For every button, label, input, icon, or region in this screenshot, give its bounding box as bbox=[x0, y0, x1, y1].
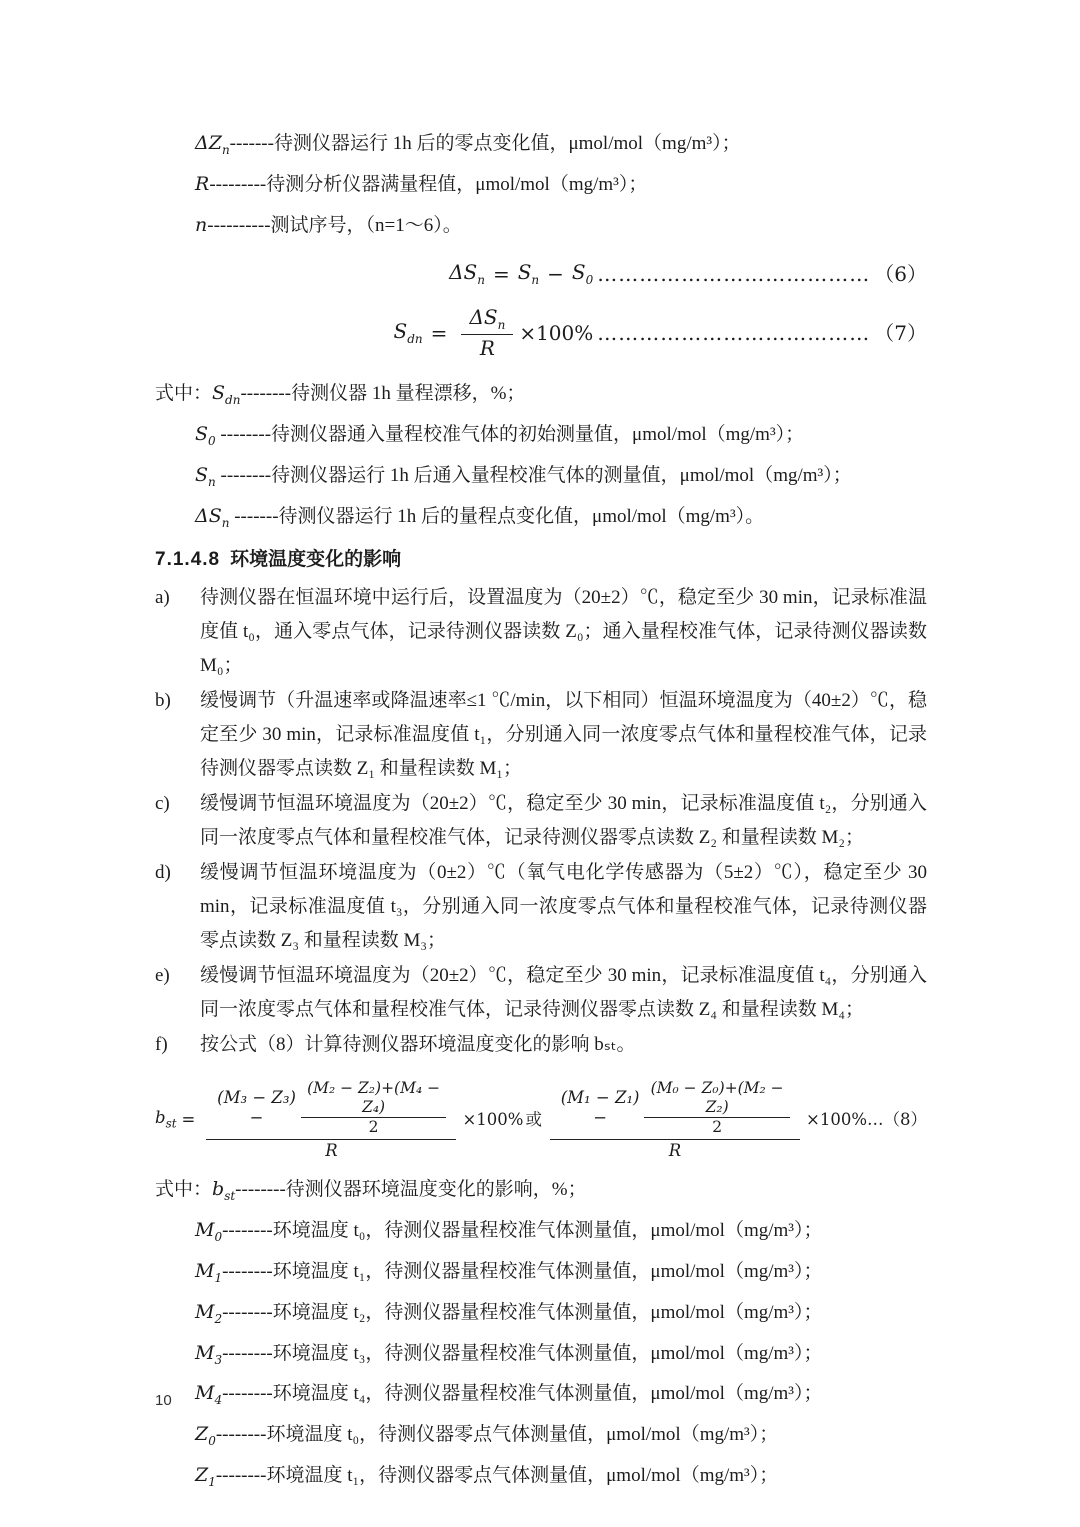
list-item-text: 缓慢调节恒温环境温度为（20±2）℃，稳定至少 30 min，记录标准温度值 t₂，分别通入同一浓度零点气体和量程校准气体，记录待测仪器零点读数 Z₂ 和量程读数 M₂； bbox=[200, 792, 927, 848]
section-heading bbox=[155, 543, 927, 577]
symbol-subscript: 0 bbox=[208, 433, 216, 448]
symbol bbox=[195, 1341, 223, 1367]
numerator-expression: (M₃ − Z₃) − bbox=[217, 1087, 296, 1128]
symbol bbox=[195, 214, 207, 236]
math-term bbox=[394, 319, 423, 347]
list-item-text: 缓慢调节恒温环境温度为（0±2）℃（氧气电化学传感器为（5±2）℃），稳定至少 30 min，记录标准温度值 t₃，分别通入同一浓度零点气体和量程校准气体，记录待测仪器零点读数 Z₃ 和量程读数 M₃； bbox=[200, 861, 927, 951]
list-letter: c) bbox=[155, 792, 170, 814]
symbol-name: Z bbox=[195, 1423, 209, 1446]
inner-numerator: (M₂ − Z₂)+(M₄ − Z₄) bbox=[307, 1078, 441, 1116]
symbol bbox=[195, 1463, 216, 1489]
variable: R bbox=[325, 1140, 338, 1160]
definition-text: --------待测仪器 1h 量程漂移，%； bbox=[240, 383, 526, 405]
variable: R bbox=[479, 336, 495, 361]
definition-line bbox=[155, 1254, 927, 1295]
fraction-left bbox=[206, 1078, 456, 1163]
symbol-subscript: st bbox=[224, 1189, 236, 1204]
symbol-subscript: 4 bbox=[214, 1393, 223, 1408]
equals-operator: = bbox=[492, 261, 510, 286]
page-number: 10 bbox=[155, 1392, 172, 1409]
page-content bbox=[155, 126, 927, 1499]
symbol-subscript: 3 bbox=[214, 1352, 223, 1367]
section-number: 7.1.4.8 bbox=[155, 548, 221, 570]
symbol-subscript: 2 bbox=[214, 1311, 223, 1326]
math-term bbox=[155, 1108, 177, 1131]
definition-text: -------待测仪器运行 1h 后的量程点变化值，μmol/mol（mg/m³）。 bbox=[229, 505, 765, 527]
symbol-name: S bbox=[212, 382, 226, 405]
symbol bbox=[195, 173, 209, 195]
symbol-name: M bbox=[195, 1219, 215, 1242]
equation-7 bbox=[155, 304, 927, 362]
variable: R bbox=[668, 1140, 682, 1160]
symbol-subscript: 0 bbox=[208, 1433, 216, 1448]
definition-line bbox=[155, 1295, 927, 1336]
definition-line bbox=[155, 376, 927, 417]
symbol-subscript: 0 bbox=[214, 1229, 223, 1244]
list-letter: b) bbox=[155, 689, 171, 711]
variable-subscript: st bbox=[165, 1116, 177, 1131]
definition-list-mid bbox=[155, 376, 927, 539]
list-letter: d) bbox=[155, 861, 171, 883]
definition-line bbox=[155, 1417, 927, 1458]
definition-text: --------待测仪器环境温度变化的影响，%； bbox=[235, 1179, 587, 1201]
definition-text: ----------测试序号，（n=1～6）。 bbox=[207, 214, 462, 236]
symbol-subscript: n bbox=[221, 515, 230, 530]
symbol-subscript: n bbox=[221, 142, 230, 157]
inner-fraction bbox=[301, 1079, 447, 1138]
fraction-denominator bbox=[550, 1139, 800, 1163]
variable: S bbox=[517, 260, 532, 285]
symbol-name: M bbox=[195, 1300, 215, 1323]
symbol-name: M bbox=[195, 1341, 215, 1364]
list-item-text: 待测仪器在恒温环境中运行后，设置温度为（20±2）℃，稳定至少 30 min，记录标准温度值 t₀，通入零点气体，记录待测仪器读数 Z₀；通入量程校准气体，记录待测仪器读数 M₀； bbox=[200, 586, 927, 676]
definition-text: -------待测仪器运行 1h 后的零点变化值，μmol/mol（mg/m³）； bbox=[229, 133, 741, 154]
list-item-d bbox=[155, 856, 927, 958]
definition-line bbox=[155, 208, 927, 249]
fraction-numerator bbox=[206, 1078, 456, 1139]
fraction-numerator bbox=[461, 304, 513, 334]
section-title: 环境温度变化的影响 bbox=[230, 548, 402, 570]
symbol bbox=[212, 1178, 236, 1204]
list-item-text: 缓慢调节（升温速率或降温速率≤1 ℃/min，以下相同）恒温环境温度为（40±2）℃，稳定至少 30 min，记录标准温度值 t₁，分别通入同一浓度零点气体和量程校准气体，记录待测仪器零点读数 Z₁ 和量程读数 M₁； bbox=[200, 689, 927, 779]
symbol-name: R bbox=[195, 172, 210, 195]
math-term bbox=[572, 260, 593, 288]
definition-line bbox=[155, 1213, 927, 1254]
list-item-text: 按公式（8）计算待测仪器环境温度变化的影响 bₛₜ。 bbox=[200, 1033, 636, 1055]
variable: b bbox=[155, 1108, 166, 1128]
variable-subscript: n bbox=[497, 318, 506, 333]
symbol-subscript: 1 bbox=[208, 1474, 216, 1489]
equation-8 bbox=[155, 1078, 927, 1163]
equals-operator: = bbox=[430, 320, 448, 345]
equation-number: （7） bbox=[874, 320, 927, 345]
list-item-a bbox=[155, 581, 927, 683]
definition-line bbox=[155, 126, 927, 167]
definition-line bbox=[155, 1172, 927, 1213]
variable: S bbox=[571, 260, 586, 285]
definition-text: --------环境温度 t₂，待测仪器量程校准气体测量值，μmol/mol（mg/m³）； bbox=[222, 1301, 823, 1323]
fraction bbox=[461, 304, 513, 362]
times-100-percent: ×100% bbox=[462, 1109, 524, 1129]
fraction-right bbox=[550, 1078, 800, 1163]
variable: ΔS bbox=[469, 305, 498, 330]
symbol-name: n bbox=[195, 213, 208, 236]
variable-subscript: 0 bbox=[585, 273, 594, 288]
definition-line bbox=[155, 1458, 927, 1499]
symbol bbox=[195, 1423, 216, 1448]
symbol-name: S bbox=[195, 423, 209, 446]
definition-text: --------环境温度 t₄，待测仪器量程校准气体测量值，μmol/mol（mg/m³）； bbox=[222, 1383, 823, 1405]
variable-subscript: n bbox=[531, 273, 540, 288]
equals-operator: = bbox=[181, 1109, 196, 1129]
minus-operator: − bbox=[547, 261, 564, 286]
symbol-name: b bbox=[212, 1178, 225, 1201]
equation-6 bbox=[155, 260, 927, 288]
symbol-name: Z bbox=[195, 1463, 209, 1486]
fraction-denominator bbox=[206, 1139, 456, 1163]
symbol-subscript: n bbox=[208, 474, 216, 489]
definition-text: --------环境温度 t₁，待测仪器零点气体测量值，μmol/mol（mg/m³）； bbox=[215, 1464, 779, 1486]
times-100-percent: ×100% bbox=[806, 1109, 867, 1129]
definition-text: --------待测仪器运行 1h 后通入量程校准气体的测量值，μmol/mol（mg/m³）； bbox=[215, 464, 852, 486]
list-item-e bbox=[155, 959, 927, 1027]
definition-text: --------待测仪器通入量程校准气体的初始测量值，μmol/mol（mg/m³）； bbox=[215, 424, 805, 446]
list-item-f bbox=[155, 1028, 927, 1062]
symbol bbox=[195, 463, 216, 489]
list-letter: e) bbox=[155, 964, 170, 986]
variable: S bbox=[393, 319, 408, 344]
definition-text: --------环境温度 t₀，待测仪器量程校准气体测量值，μmol/mol（mg/m³）； bbox=[222, 1220, 823, 1242]
definition-line bbox=[155, 458, 927, 499]
definition-line bbox=[155, 417, 927, 458]
list-letter: f) bbox=[155, 1033, 168, 1055]
symbol bbox=[195, 132, 230, 157]
definition-list-top bbox=[155, 126, 927, 248]
or-word: 或 bbox=[525, 1109, 542, 1129]
symbol-name: ΔS bbox=[195, 504, 222, 527]
definition-line bbox=[155, 1336, 927, 1377]
times-100-percent: ×100% bbox=[519, 320, 594, 345]
variable: ΔS bbox=[449, 260, 478, 285]
variable-subscript: n bbox=[477, 273, 485, 288]
symbol-name: M bbox=[195, 1382, 215, 1405]
symbol-name: ΔZ bbox=[195, 132, 222, 154]
fraction-numerator bbox=[550, 1078, 800, 1139]
definition-line bbox=[155, 167, 927, 208]
list-item-text: 缓慢调节恒温环境温度为（20±2）℃，稳定至少 30 min，记录标准温度值 t₄，分别通入同一浓度零点气体和量程校准气体，记录待测仪器零点读数 Z₄ 和量程读数 M₄； bbox=[200, 964, 927, 1020]
numerator-expression: (M₁ − Z₁) − bbox=[560, 1087, 640, 1128]
math-term bbox=[518, 260, 539, 288]
symbol-name: M bbox=[195, 1259, 215, 1282]
equation-number: …（8） bbox=[867, 1109, 927, 1129]
list-item-b bbox=[155, 684, 927, 786]
inner-fraction bbox=[644, 1079, 790, 1138]
symbol bbox=[195, 1300, 223, 1326]
inner-denominator: 2 bbox=[301, 1117, 447, 1137]
symbol bbox=[195, 1382, 223, 1408]
symbol-name: S bbox=[195, 463, 209, 486]
symbol bbox=[195, 504, 230, 530]
definition-list-bottom bbox=[155, 1172, 927, 1498]
variable-subscript: dn bbox=[407, 332, 423, 347]
list-letter: a) bbox=[155, 586, 170, 608]
symbol bbox=[195, 1259, 223, 1285]
symbol bbox=[195, 1219, 223, 1244]
symbol-subscript: 1 bbox=[214, 1270, 223, 1285]
definition-text: --------环境温度 t₀，待测仪器零点气体测量值，μmol/mol（mg/m³）； bbox=[215, 1424, 779, 1446]
where-prefix: 式中： bbox=[155, 1179, 213, 1201]
math-term bbox=[449, 260, 485, 288]
definition-text: ---------待测分析仪器满量程值，μmol/mol（mg/m³）； bbox=[209, 173, 648, 195]
inner-numerator: (M₀ − Z₀)+(M₂ − Z₂) bbox=[650, 1078, 784, 1116]
list-item-c bbox=[155, 787, 927, 855]
definition-text: --------环境温度 t₁，待测仪器量程校准气体测量值，μmol/mol（mg/m³）； bbox=[222, 1260, 823, 1282]
symbol bbox=[212, 382, 241, 408]
dot-leader: ………………………………… bbox=[597, 261, 871, 286]
symbol-subscript: dn bbox=[225, 393, 241, 408]
dot-leader: ………………………………… bbox=[597, 320, 871, 345]
definition-line bbox=[155, 1376, 927, 1417]
symbol bbox=[195, 423, 216, 448]
inner-denominator: 2 bbox=[644, 1117, 790, 1137]
equation-number: （6） bbox=[874, 261, 927, 286]
fraction-denominator bbox=[461, 334, 513, 362]
definition-line bbox=[155, 499, 927, 540]
procedure-list bbox=[155, 581, 927, 1062]
definition-text: --------环境温度 t₃，待测仪器量程校准气体测量值，μmol/mol（mg/m³）； bbox=[222, 1342, 823, 1364]
where-prefix: 式中： bbox=[155, 383, 213, 405]
